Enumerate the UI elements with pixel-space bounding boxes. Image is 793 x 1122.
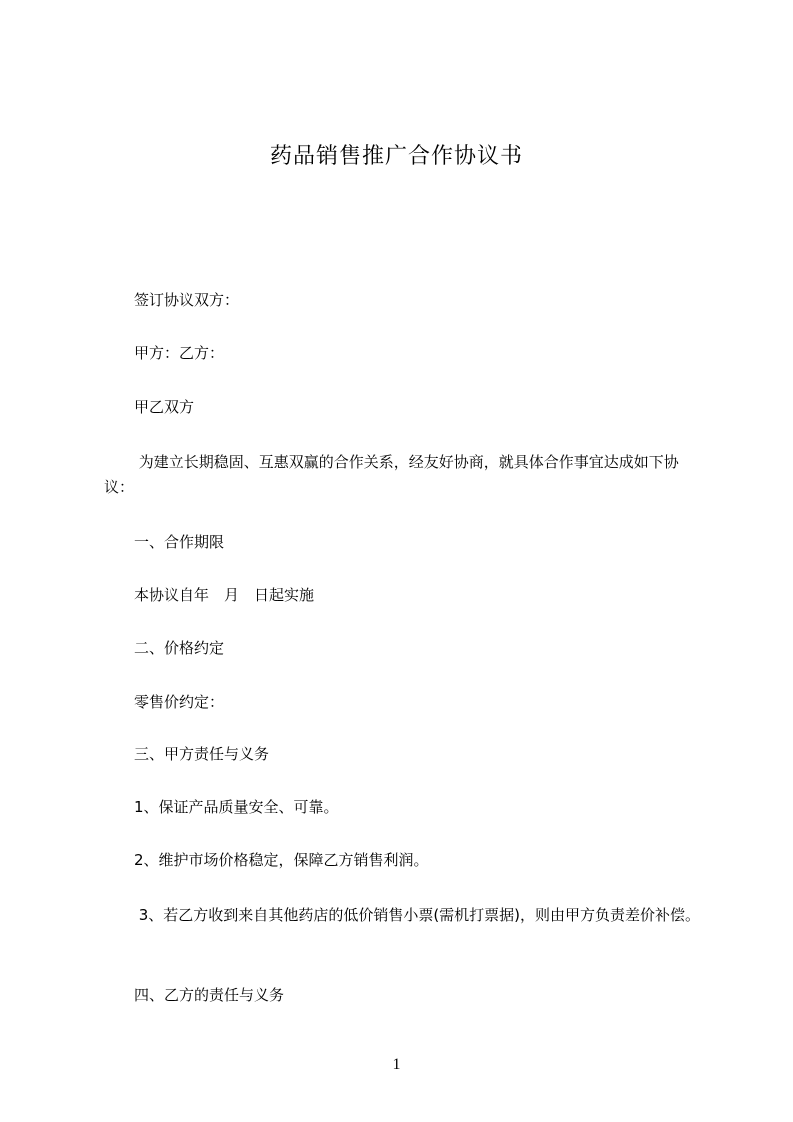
document-title: 药品销售推广合作协议书 bbox=[269, 144, 523, 169]
section-heading-cooperation-period: 一、合作期限 bbox=[104, 533, 225, 551]
paragraph-party-a-b: 甲方：乙方： bbox=[104, 344, 225, 362]
paragraph-both-parties: 甲乙双方 bbox=[104, 398, 195, 416]
paragraph-purpose: 为建立长期稳固、互惠双赢的合作关系，经友好协商，就具体合作事宜达成如下协议： bbox=[104, 453, 679, 496]
clause-a-1: 1、保证产品质量安全、可靠。 bbox=[104, 798, 339, 816]
clause-a-2: 2、维护市场价格稳定，保障乙方销售利润。 bbox=[104, 851, 429, 869]
page-number: 1 bbox=[392, 1056, 401, 1073]
section-heading-price-agreement: 二、价格约定 bbox=[104, 639, 225, 657]
paragraph-retail-price: 零售价约定： bbox=[104, 693, 225, 711]
section-heading-party-b-duties: 四、乙方的责任与义务 bbox=[104, 986, 285, 1004]
clause-a-3: 3、若乙方收到来自其他药店的低价销售小票(需机打票据)，则由甲方负责差价补偿。 bbox=[104, 906, 701, 924]
paragraph-effective-date: 本协议自年 月 日起实施 bbox=[104, 586, 315, 604]
paragraph-signing-parties: 签订协议双方： bbox=[104, 291, 240, 309]
section-heading-party-a-duties: 三、甲方责任与义务 bbox=[104, 745, 270, 763]
